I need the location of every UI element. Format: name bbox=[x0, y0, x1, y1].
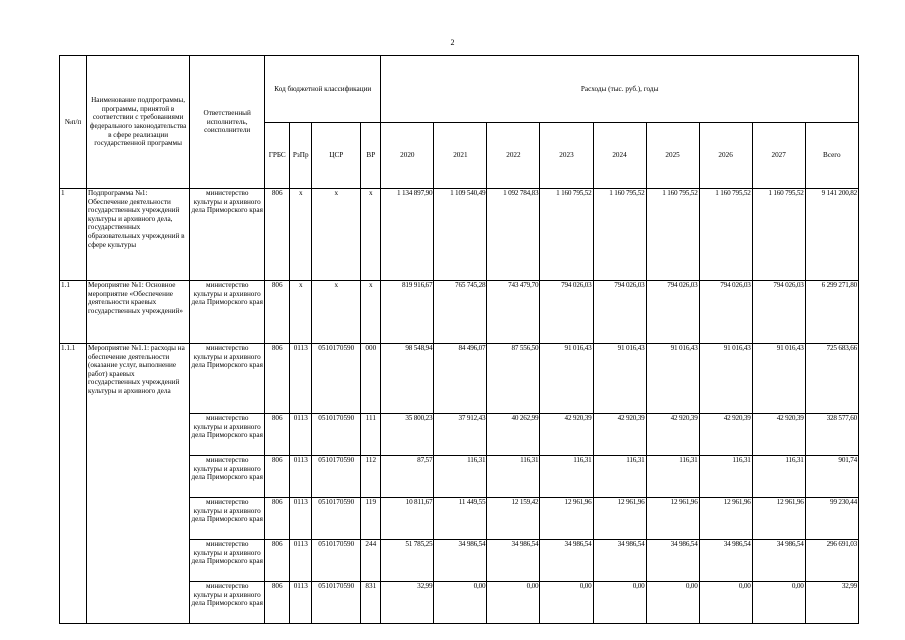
header-total: Всего bbox=[805, 123, 858, 189]
cell-value: 84 496,07 bbox=[434, 344, 487, 414]
table-row bbox=[60, 344, 859, 414]
cell-value: 42 920,39 bbox=[646, 414, 699, 456]
cell-rzpr: 0113 bbox=[290, 456, 312, 498]
header-csr: ЦСР bbox=[312, 123, 361, 189]
row-executor: министерство культуры и архивного дела Приморского края bbox=[190, 456, 265, 498]
cell-value: 116,31 bbox=[487, 456, 540, 498]
cell-csr: 0510170590 bbox=[312, 540, 361, 582]
cell-value: 34 986,54 bbox=[752, 540, 805, 582]
cell-value: 1 160 795,52 bbox=[593, 189, 646, 281]
cell-vr: x bbox=[361, 189, 381, 281]
cell-grbs: 806 bbox=[265, 189, 290, 281]
cell-total: 328 577,60 bbox=[805, 414, 858, 456]
cell-value: 116,31 bbox=[540, 456, 593, 498]
cell-value: 37 912,43 bbox=[434, 414, 487, 456]
header-executor: Ответственный исполнитель, соисполнители bbox=[190, 56, 265, 189]
row-executor: министерство культуры и архивного дела Приморского края bbox=[190, 498, 265, 540]
cell-value: 12 961,96 bbox=[593, 498, 646, 540]
cell-value: 819 916,67 bbox=[381, 281, 434, 344]
cell-value: 34 986,54 bbox=[540, 540, 593, 582]
header-year: 2020 bbox=[381, 123, 434, 189]
cell-value: 794 026,03 bbox=[646, 281, 699, 344]
row-executor: министерство культуры и архивного дела Приморского края bbox=[190, 344, 265, 414]
cell-value: 794 026,03 bbox=[699, 281, 752, 344]
cell-value: 1 160 795,52 bbox=[646, 189, 699, 281]
cell-vr: 112 bbox=[361, 456, 381, 498]
cell-value: 116,31 bbox=[699, 456, 752, 498]
cell-grbs: 806 bbox=[265, 344, 290, 414]
cell-grbs: 806 bbox=[265, 414, 290, 456]
cell-value: 91 016,43 bbox=[540, 344, 593, 414]
cell-value: 91 016,43 bbox=[593, 344, 646, 414]
cell-rzpr: 0113 bbox=[290, 414, 312, 456]
cell-value: 765 745,28 bbox=[434, 281, 487, 344]
cell-csr: 0510170590 bbox=[312, 498, 361, 540]
cell-value: 1 134 897,90 bbox=[381, 189, 434, 281]
cell-value: 0,00 bbox=[434, 582, 487, 624]
cell-rzpr: 0113 bbox=[290, 540, 312, 582]
cell-vr: x bbox=[361, 281, 381, 344]
header-year: 2022 bbox=[487, 123, 540, 189]
cell-value: 1 109 540,49 bbox=[434, 189, 487, 281]
cell-value: 12 961,96 bbox=[646, 498, 699, 540]
header-year: 2023 bbox=[540, 123, 593, 189]
cell-value: 12 961,96 bbox=[540, 498, 593, 540]
cell-value: 12 961,96 bbox=[752, 498, 805, 540]
row-num: 1 bbox=[60, 189, 87, 281]
cell-value: 42 920,39 bbox=[593, 414, 646, 456]
cell-vr: 119 bbox=[361, 498, 381, 540]
cell-rzpr: x bbox=[290, 189, 312, 281]
cell-value: 34 986,54 bbox=[487, 540, 540, 582]
cell-grbs: 806 bbox=[265, 281, 290, 344]
row-executor: министерство культуры и архивного дела Приморского края bbox=[190, 540, 265, 582]
cell-value: 34 986,54 bbox=[699, 540, 752, 582]
header-year: 2024 bbox=[593, 123, 646, 189]
cell-csr: 0510170590 bbox=[312, 414, 361, 456]
row-name: Мероприятие №1: Основное мероприятие «Обеспечение деятельности краевых государственных учреждений» bbox=[87, 281, 190, 344]
cell-value: 1 160 795,52 bbox=[699, 189, 752, 281]
cell-value: 42 920,39 bbox=[752, 414, 805, 456]
header-year: 2021 bbox=[434, 123, 487, 189]
header-grbs: ГРБС bbox=[265, 123, 290, 189]
cell-value: 51 785,25 bbox=[381, 540, 434, 582]
header-num: №п/п bbox=[60, 56, 87, 189]
row-executor: министерство культуры и архивного дела Приморского края bbox=[190, 189, 265, 281]
cell-rzpr: 0113 bbox=[290, 498, 312, 540]
cell-vr: 111 bbox=[361, 414, 381, 456]
cell-value: 32,99 bbox=[381, 582, 434, 624]
cell-value: 0,00 bbox=[593, 582, 646, 624]
cell-value: 87,57 bbox=[381, 456, 434, 498]
cell-value: 1 160 795,52 bbox=[540, 189, 593, 281]
header-year: 2026 bbox=[699, 123, 752, 189]
cell-value: 40 262,99 bbox=[487, 414, 540, 456]
cell-total: 6 299 271,80 bbox=[805, 281, 858, 344]
cell-value: 42 920,39 bbox=[540, 414, 593, 456]
cell-value: 116,31 bbox=[593, 456, 646, 498]
cell-value: 116,31 bbox=[434, 456, 487, 498]
cell-csr: 0510170590 bbox=[312, 344, 361, 414]
cell-total: 32,99 bbox=[805, 582, 858, 624]
cell-csr: x bbox=[312, 281, 361, 344]
header-year: 2025 bbox=[646, 123, 699, 189]
cell-value: 0,00 bbox=[540, 582, 593, 624]
cell-csr: 0510170590 bbox=[312, 456, 361, 498]
cell-value: 12 159,42 bbox=[487, 498, 540, 540]
cell-value: 42 920,39 bbox=[699, 414, 752, 456]
cell-rzpr: 0113 bbox=[290, 582, 312, 624]
cell-vr: 244 bbox=[361, 540, 381, 582]
table-body bbox=[60, 189, 859, 624]
header-code-group: Код бюджетной классификации bbox=[265, 56, 381, 123]
header-year: 2027 bbox=[752, 123, 805, 189]
cell-value: 116,31 bbox=[752, 456, 805, 498]
cell-value: 794 026,03 bbox=[540, 281, 593, 344]
cell-value: 0,00 bbox=[699, 582, 752, 624]
header-rzpr: РзПр bbox=[290, 123, 312, 189]
row-name: Мероприятие №1.1: расходы на обеспечение деятельности (оказание услуг, выполнение работ) краевых государственных учреждений культуры и архивного дела bbox=[87, 344, 190, 624]
cell-total: 9 141 200,82 bbox=[805, 189, 858, 281]
cell-total: 725 683,66 bbox=[805, 344, 858, 414]
header-name: Наименование подпрограммы, программы, принятой в соответствии с требованиями федерального законодательства в сфере реализации государственной программы bbox=[87, 56, 190, 189]
page-number: 2 bbox=[450, 38, 455, 47]
cell-value: 10 811,67 bbox=[381, 498, 434, 540]
table-row bbox=[60, 281, 859, 344]
cell-value: 34 986,54 bbox=[646, 540, 699, 582]
row-num: 1.1.1 bbox=[60, 344, 87, 624]
row-executor: министерство культуры и архивного дела Приморского края bbox=[190, 281, 265, 344]
cell-vr: 831 bbox=[361, 582, 381, 624]
header-vr: ВР bbox=[361, 123, 381, 189]
row-executor: министерство культуры и архивного дела Приморского края bbox=[190, 582, 265, 624]
cell-value: 91 016,43 bbox=[699, 344, 752, 414]
cell-value: 743 479,70 bbox=[487, 281, 540, 344]
cell-rzpr: x bbox=[290, 281, 312, 344]
header-expenses-group: Расходы (тыс. руб.), годы bbox=[381, 56, 859, 123]
cell-value: 11 449,55 bbox=[434, 498, 487, 540]
cell-value: 35 800,23 bbox=[381, 414, 434, 456]
cell-csr: x bbox=[312, 189, 361, 281]
cell-rzpr: 0113 bbox=[290, 344, 312, 414]
table-header bbox=[60, 56, 859, 189]
cell-value: 0,00 bbox=[487, 582, 540, 624]
cell-value: 87 556,50 bbox=[487, 344, 540, 414]
cell-value: 794 026,03 bbox=[593, 281, 646, 344]
row-num: 1.1 bbox=[60, 281, 87, 344]
cell-value: 98 548,94 bbox=[381, 344, 434, 414]
row-executor: министерство культуры и архивного дела Приморского края bbox=[190, 414, 265, 456]
cell-value: 34 986,54 bbox=[434, 540, 487, 582]
cell-grbs: 806 bbox=[265, 456, 290, 498]
cell-grbs: 806 bbox=[265, 582, 290, 624]
cell-total: 99 230,44 bbox=[805, 498, 858, 540]
cell-value: 1 092 784,83 bbox=[487, 189, 540, 281]
cell-vr: 000 bbox=[361, 344, 381, 414]
cell-grbs: 806 bbox=[265, 498, 290, 540]
cell-value: 116,31 bbox=[646, 456, 699, 498]
cell-grbs: 806 bbox=[265, 540, 290, 582]
cell-total: 296 691,03 bbox=[805, 540, 858, 582]
row-name: Подпрограмма №1: Обеспечение деятельности государственных учреждений культуры и архивного дела, государственных образовательных учреждений в сфере культуры bbox=[87, 189, 190, 281]
cell-value: 0,00 bbox=[646, 582, 699, 624]
cell-value: 12 961,96 bbox=[699, 498, 752, 540]
cell-csr: 0510170590 bbox=[312, 582, 361, 624]
cell-value: 794 026,03 bbox=[752, 281, 805, 344]
cell-value: 34 986,54 bbox=[593, 540, 646, 582]
cell-total: 901,74 bbox=[805, 456, 858, 498]
table-row bbox=[60, 189, 859, 281]
cell-value: 91 016,43 bbox=[752, 344, 805, 414]
budget-table bbox=[59, 55, 859, 624]
cell-value: 1 160 795,52 bbox=[752, 189, 805, 281]
cell-value: 0,00 bbox=[752, 582, 805, 624]
cell-value: 91 016,43 bbox=[646, 344, 699, 414]
